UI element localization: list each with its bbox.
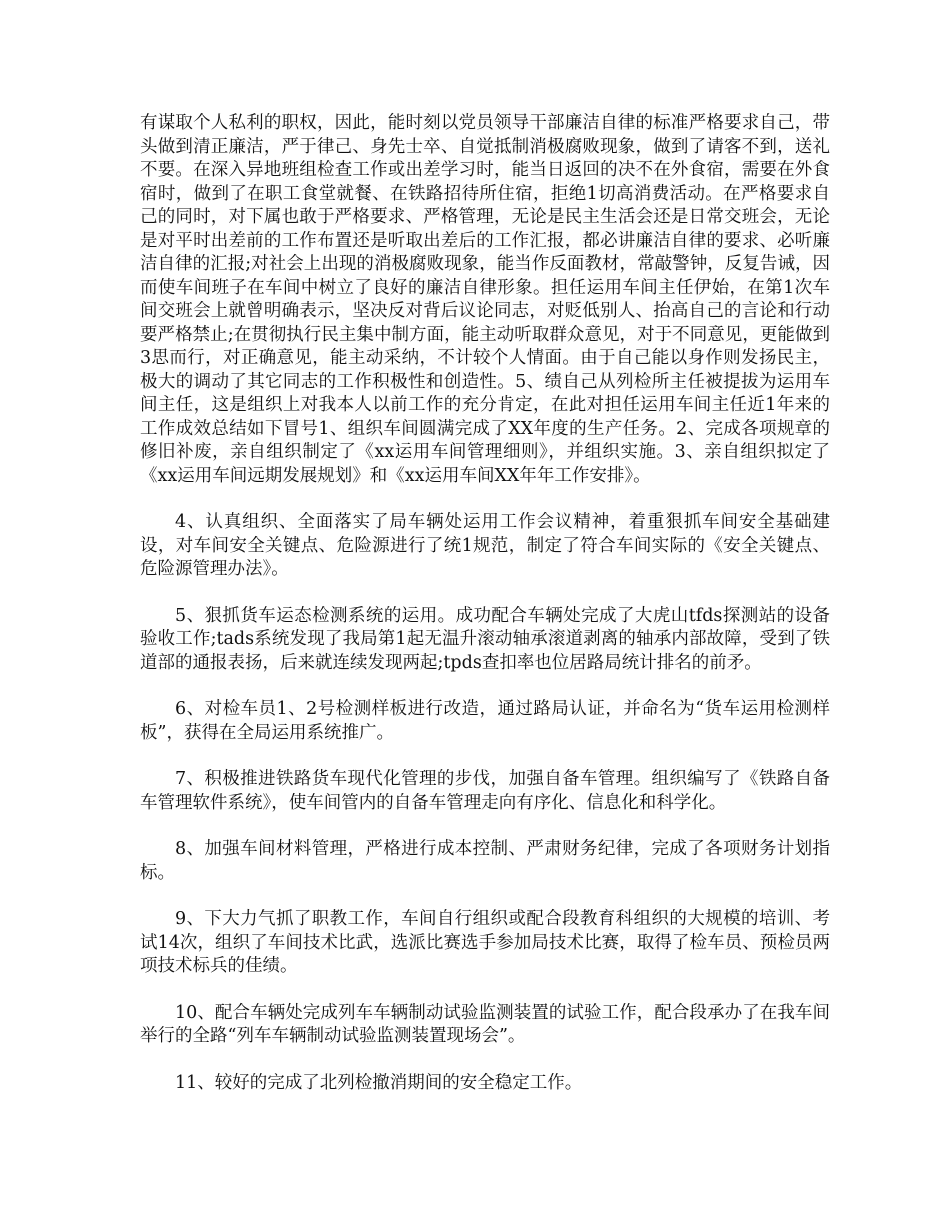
paragraph-8: 10、配合车辆处完成列车车辆制动试验监测装置的试验工作，配合段承办了在我车间举行的全路“列车车辆制动试验监测装置现场会”。 (140, 1002, 830, 1046)
paragraph-4: 6、对检车员1、2号检测样板进行改造，通过路局认证，并命名为“货车运用检测样板”，获得在全局运用系统推广。 (140, 699, 830, 743)
paragraph-7: 9、下大力气抓了职教工作，车间自行组织或配合段教育科组织的大规模的培训、考试14次，组织了车间技术比武，选派比赛选手参加局技术比赛，取得了检车员、预检员两项技术标兵的佳绩。 (140, 909, 830, 976)
paragraph-2: 4、认真组织、全面落实了局车辆处运用工作会议精神，着重狠抓车间安全基础建设，对车间安全关键点、危险源进行了统1规范，制定了符合车间实际的《安全关键点、危险源管理办法》。 (140, 512, 830, 579)
paragraph-5: 7、积极推进铁路货车现代化管理的步伐，加强自备车管理。组织编写了《铁路自备车管理软件系统》，使车间管内的自备车管理走向有序化、信息化和科学化。 (140, 769, 830, 813)
paragraph-1: 有谋取个人私利的职权，因此，能时刻以党员领导干部廉洁自律的标准严格要求自己，带头做到清正廉洁，严于律己、身先士卒、自觉抵制消极腐败现象，做到了请客不到，送礼不要。在深入异地班组检查工作或出差学习时，能当日返回的决不在外食宿，需要在外食宿时，做到了在职工食堂就餐、在铁路招待所住宿，拒绝1切高消费活动。在严格要求自己的同时，对下属也敢于严格要求、严格管理，无论是民主生活会还是日常交班会，无论是对平时出差前的工作布置还是听取出差后的工作汇报，都必讲廉洁自律的要求、必听廉洁自律的汇报;对社会上出现的消极腐败现象，能当作反面教材，常敲警钟，反复告诫，因而使车间班子在车间中树立了良好的廉洁自律形象。担任运用车间主任伊始，在第1次车间交班会上就曾明确表示，坚决反对背后议论同志，对贬低别人、抬高自己的言论和行动要严格禁止;在贯彻执行民主集中制方面，能主动听取群众意见，对于不同意见，更能做到3思而行，对正确意见，能主动采纳，不计较个人情面。由于自己能以身作则发扬民主，极大的调动了其它同志的工作积极性和创造性。5、绩自己从列检所主任被提拔为运用车间主任，这是组织上对我本人以前工作的充分肯定，在此对担任运用车间主任近1年来的工作成效总结如下冒号1、组织车间圆满完成了XX年度的生产任务。2、完成各项规章的修旧补废，亲自组织制定了《xx运用车间管理细则》，并组织实施。3、亲自组织拟定了《xx运用车间远期发展规划》和《xx运用车间XX年年工作安排》。 (140, 113, 830, 486)
paragraph-6: 8、加强车间材料管理，严格进行成本控制、严肃财务纪律，完成了各项财务计划指标。 (140, 839, 830, 883)
paragraph-9: 11、较好的完成了北列检撤消期间的安全稳定工作。 (175, 1072, 583, 1093)
paragraph-3: 5、狠抓货车运态检测系统的运用。成功配合车辆处完成了大虎山tfds探测站的设备验收工作;tads系统发现了我局第1起无温升滚动轴承滚道剥离的轴承内部故障，受到了铁道部的通报表扬，后来就连续发现两起;tpds查扣率也位居路局统计排名的前矛。 (140, 605, 830, 673)
document-body (140, 112, 830, 1118)
